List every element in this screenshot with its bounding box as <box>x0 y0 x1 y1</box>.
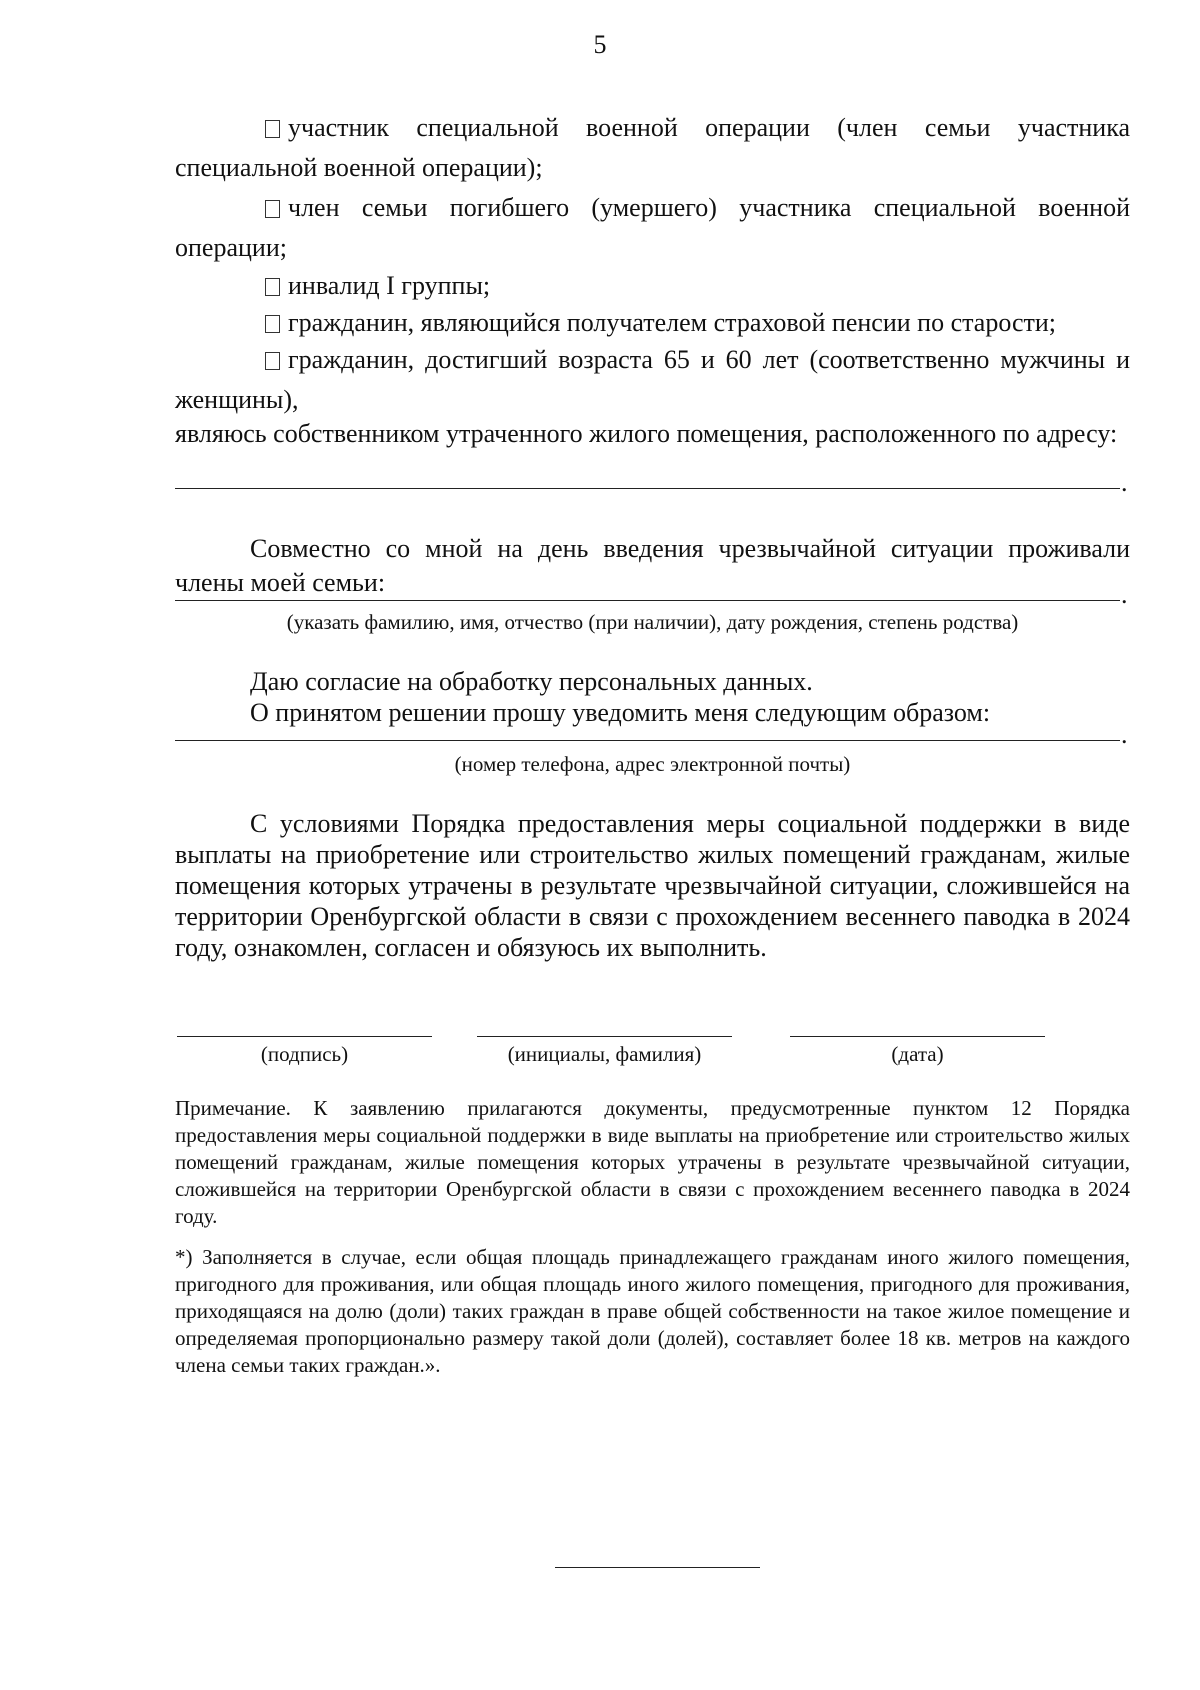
footnote-paragraph: *) Заполняется в случае, если общая площадь принадлежащего гражданам иного жилого помещения, пригодного для проживания, или общая площадь иного жилого помещения, пригодного для проживания, приходящаяся на долю (доли) таких граждан в праве общей собственности на такое жилое помещение и определяемая пропорционально размеру такой доли (долей), составляет более 18 кв. метров на каждого члена семьи таких граждан.». <box>175 1245 1131 1377</box>
option-svo-participant: участник специальной военной операции (член семьи участника специальной военной операции); <box>175 113 1130 182</box>
contact-hint: (номер телефона, адрес электронной почты) <box>454 752 851 776</box>
contact-line-end: . <box>1121 720 1128 749</box>
consent-text: Даю согласие на обработку персональных данных. <box>250 667 813 696</box>
address-line[interactable] <box>175 488 1120 489</box>
owner-statement: являюсь собственником утраченного жилого помещения, расположенного по адресу: <box>175 419 1118 448</box>
option-pension-recipient: гражданин, являющийся получателем страховой пенсии по старости; <box>175 303 1130 343</box>
family-line-end: . <box>1121 580 1128 609</box>
name-label: (инициалы, фамилия) <box>507 1042 702 1066</box>
family-statement: Совместно со мной на день введения чрезвычайной ситуации проживали члены моей семьи: <box>175 534 1130 597</box>
option-age-65-60: гражданин, достигший возраста 65 и 60 лет (соответственно мужчины и женщины), <box>175 345 1130 414</box>
option-svo-family-deceased: член семьи погибшего (умершего) участника специальной военной операции; <box>175 193 1130 262</box>
date-line[interactable] <box>790 1036 1045 1037</box>
footnote-mark: *) <box>175 1245 193 1269</box>
signature-line[interactable] <box>177 1036 432 1037</box>
signature-label: (подпись) <box>260 1042 349 1066</box>
address-line-end: . <box>1121 468 1128 497</box>
checkbox[interactable] <box>265 278 280 296</box>
checkbox[interactable] <box>265 315 280 333</box>
checkbox[interactable] <box>265 352 280 370</box>
checkbox[interactable] <box>265 200 280 218</box>
page-number: 5 <box>593 30 607 59</box>
option-disabled-group-1: инвалид I группы; <box>175 266 1130 306</box>
family-hint: (указать фамилию, имя, отчество (при наличии), дату рождения, степень родства) <box>286 610 1019 634</box>
contact-line[interactable] <box>175 740 1120 741</box>
end-divider <box>555 1567 760 1568</box>
checkbox[interactable] <box>265 120 280 138</box>
note-paragraph: Примечание. К заявлению прилагаются документы, предусмотренные пунктом 12 Порядка предоставления меры социальной поддержки в виде выплаты на приобретение или строительство жилых помещений гражданам, жилые помещения которых утрачены в результате чрезвычайной ситуации, сложившейся на территории Оренбургской области в связи с прохождением весеннего паводка в 2024 году. <box>175 1096 1130 1228</box>
date-label: (дата) <box>891 1042 944 1066</box>
conditions-paragraph: С условиями Порядка предоставления меры социальной поддержки в виде выплаты на приобретение или строительство жилых помещений гражданам, жилые помещения которых утрачены в результате чрезвычайной ситуации, сложившейся на территории Оренбургской области в связи с прохождением весеннего паводка в 2024 году, ознакомлен, согласен и обязуюсь их выполнить. <box>175 809 1130 962</box>
name-line[interactable] <box>477 1036 732 1037</box>
notify-text: О принятом решении прошу уведомить меня следующим образом: <box>250 698 991 727</box>
family-members-line[interactable] <box>175 600 1120 601</box>
